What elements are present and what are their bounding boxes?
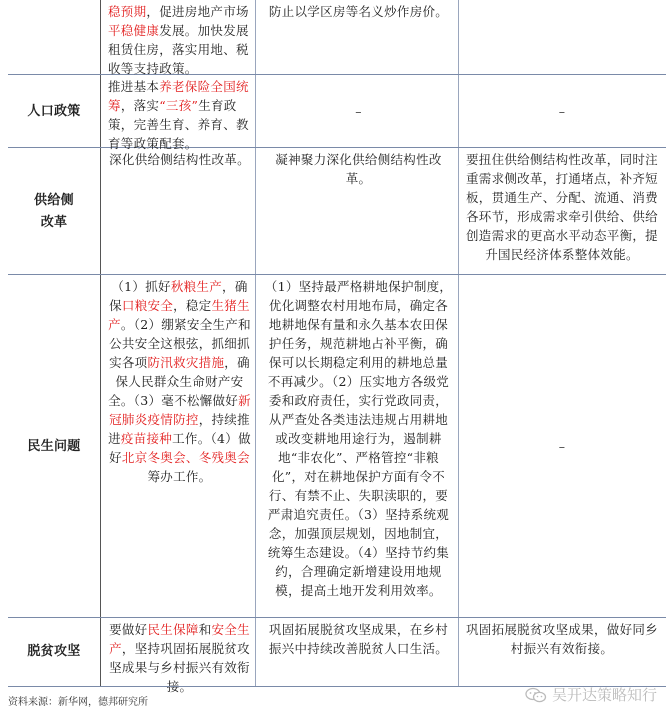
policy-table	[8, 0, 666, 694]
cell-text: 要扭住供给侧结构性改革，同时注重需求侧改革，打通堵点，补齐短板，贯通生产、分配、流通、消费各环节，形成需求牵引供给、供给创造需求的更高水平动态平衡，提升国民经济体系整体效能。	[465, 152, 658, 262]
cell-col2	[255, 148, 458, 190]
row-category: 民生问题	[27, 438, 81, 454]
table-row	[8, 0, 666, 75]
watermark-text: 吴开达策略知行	[551, 686, 657, 704]
cell-col2	[255, 0, 458, 23]
cell-text: 和	[198, 622, 212, 637]
source-note: 资料来源：新华网，德邦研究所	[8, 697, 148, 708]
row-category: 人口政策	[27, 103, 81, 119]
cell-text: 巩固拓展脱贫攻坚成果，在乡村振兴中持续改善脱贫人口生活。	[268, 622, 449, 656]
cell-text: （1）坚持最严格耕地保护制度，优化调整农村用地布局，确定各地耕地保有量和永久基本农田保护任务，规范耕地占补平衡，确保可以长期稳定利用的耕地总量不再减少。（2）压实地方各级党委和政府责任，实行党政同责，从严查处各类违法违规占用耕地或改变耕地用途行为，遏制耕地“非农化”、严格管控“非粮化”，对在耕地保护方面有令不行、有禁不止、失职渎职的，要严肃追究责任。（3）坚持系统观念，加强顶层规划，因地制宜，统筹生态建设。（4）坚持节约集约，合理确定新增建设用地规模，提高土地开发利用效率。	[264, 279, 453, 598]
highlight-text: 疫苗接种	[120, 431, 173, 446]
cell-text: 。（2）绷紧安全生产和公共安全这根弦，抓细抓实各项	[109, 317, 251, 370]
cell-col3	[458, 75, 666, 148]
row-category: 供给侧改革	[34, 192, 74, 230]
highlight-text: 防汛救灾措施	[147, 355, 225, 370]
empty-dash: –	[558, 439, 566, 454]
table-row	[8, 275, 666, 618]
highlight-text: 安全生产	[109, 622, 250, 656]
watermark	[525, 684, 657, 705]
table-row	[8, 618, 666, 694]
highlight-text: 口粮安全	[121, 298, 174, 313]
cell-text: 推进基本	[108, 79, 160, 94]
empty-dash: –	[355, 104, 362, 119]
cell-col2	[255, 618, 458, 660]
cell-text: ，坚持巩固拓展脱贫攻坚成果与乡村振兴有效衔接。	[109, 641, 250, 694]
cell-col2	[255, 75, 458, 148]
cell-text: 深化供给侧结构性改革。	[109, 152, 250, 167]
cell-col1	[100, 75, 255, 155]
cell-text: ，落实	[120, 98, 160, 113]
cell-text: ，确保人民群众生命财产安全。（3）毫不松懈做好	[108, 355, 250, 408]
cell-text: 筹办工作。	[147, 469, 212, 484]
cell-col3	[458, 275, 666, 618]
highlight-text: 养老保险全国统筹	[108, 79, 249, 113]
cell-text: 工作。（4）做好	[109, 431, 251, 465]
highlight-text: 新冠肺炎疫情防控	[109, 393, 251, 427]
row-category: 脱贫攻坚	[27, 644, 81, 659]
cell-text: 生育政策，完善生育、养育、教育等政策配套。	[108, 98, 249, 151]
highlight-text: 北京冬奥会、冬残奥会	[121, 450, 250, 465]
cell-text: ，确保	[109, 279, 248, 313]
highlight-text: “三孩”	[159, 98, 199, 113]
cell-col1	[100, 0, 255, 80]
wechat-icon	[525, 687, 547, 703]
cell-text: ，促进房地产市场	[146, 4, 249, 19]
cell-text: 凝神聚力深化供给侧结构性改革。	[275, 152, 442, 186]
highlight-text: 民生保障	[147, 622, 199, 637]
cell-text: （1）抓好	[111, 279, 171, 294]
cell-text: 防止以学区房等名义炒作房价。	[268, 4, 449, 19]
highlight-text: 秋粮生产	[170, 279, 223, 294]
cell-col3	[458, 0, 666, 4]
cell-col3	[458, 618, 666, 660]
highlight-text: 平稳健康	[108, 23, 160, 38]
cell-col1	[100, 275, 255, 488]
table-row	[8, 75, 666, 151]
cell-text: ，稳定	[173, 298, 212, 313]
cell-col2	[255, 275, 458, 602]
empty-dash: –	[558, 104, 566, 119]
highlight-text: 生猪生产	[108, 298, 250, 332]
table-row	[8, 148, 666, 275]
cell-text: 巩固拓展脱贫攻坚成果，做好同乡村振兴有效衔接。	[465, 622, 658, 656]
highlight-text: 稳预期	[108, 4, 147, 19]
cell-text: 要做好	[109, 622, 148, 637]
cell-text: ，持续推进	[108, 412, 250, 446]
cell-text: 发展。加快发展租赁住房，落实用地、税收等支持政策。	[108, 23, 249, 76]
cell-col1	[100, 148, 255, 171]
cell-col3	[458, 148, 666, 266]
